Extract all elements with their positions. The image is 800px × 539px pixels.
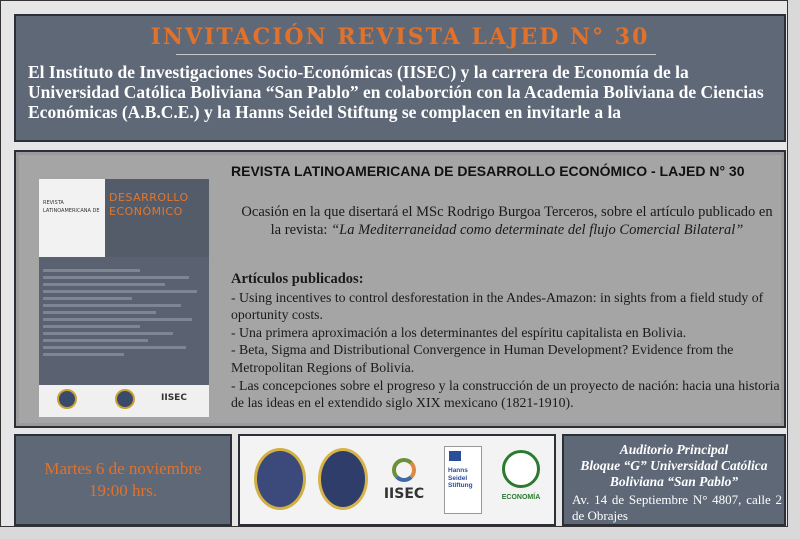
venue-address: Av. 14 de Septiembre N° 4807, calle 2 de Obrajes: [572, 492, 782, 523]
invitation-text: El Instituto de Investigaciones Socio-Económicas (IISEC) y la carrera de Economía de la Universidad Católica Boliviana “San Pablo” en colaborción con la Academia Boliviana de Ciencias Económicas (A.B.C.E.) y la Hanns Seidel Stiftung se complacen en invitarle a la: [28, 62, 764, 122]
lecture-description: [237, 203, 777, 239]
cover-revista-label: REVISTA LATINOAMERICANA DE: [43, 200, 100, 214]
hanns-logo-text: Hanns Seidel Stiftung: [448, 467, 473, 489]
venue-panel: [562, 434, 786, 526]
venue-name: [564, 442, 784, 490]
lecture-intro: Ocasión en la que disertará el MSc Rodrigo Burgoa Terceros, sobre el artículo publicado en la revista:: [241, 204, 773, 238]
iisec-logo: [374, 458, 434, 510]
article-item: - Using incentives to control desforestation in the Andes-Amazon: in sights from a field study of oportunity costs.: [231, 289, 764, 323]
article-item: - Una primera aproximación a los determinantes del espíritu capitalista en Bolivia.: [231, 324, 687, 340]
economia-logo-text: ECONOMÍA: [501, 494, 541, 501]
cover-contents: [43, 269, 205, 360]
economia-globe-icon: [502, 450, 540, 488]
journal-panel: [14, 150, 786, 428]
economia-logo: [496, 450, 546, 514]
article-item: - Beta, Sigma and Distributional Convergence in Human Development? Evidence from the Metropolitan Regions of Bolivia.: [231, 342, 734, 375]
iisec-ring-icon: [392, 458, 416, 482]
cover-title: DESARROLLO ECONÓMICO: [109, 191, 189, 218]
abce-seal-icon: [115, 389, 135, 409]
title-underline: [176, 54, 656, 55]
article-item: - Las concepciones sobre el progreso y la construcción de un proyecto de nación: hacia una historia de las ideas en el extendido siglo XIX mexicano (1821-1910).: [231, 377, 780, 411]
iisec-logo-text: IISEC: [383, 486, 425, 502]
ucb-seal-icon: [57, 389, 77, 409]
venue-line-2: Bloque “G” Universidad Católica Boliviana “San Pablo”: [580, 458, 768, 489]
event-time: 19:00 hrs.: [89, 481, 157, 500]
articles-heading: Artículos publicados:: [231, 271, 364, 287]
journal-title: REVISTA LATINOAMERICANA DE DESARROLLO ECONÓMICO - LAJED N° 30: [231, 163, 745, 179]
event-datetime: [16, 458, 230, 502]
abce-logo-icon: [318, 448, 368, 510]
ucb-logo-icon: [254, 448, 306, 510]
hanns-seidel-logo: [444, 446, 482, 514]
journal-panel-inner: [19, 155, 781, 423]
invitation-title: INVITACIÓN REVISTA LAJED N° 30: [150, 24, 650, 50]
cover-header-right: [105, 179, 209, 257]
venue-line-1: Auditorio Principal: [619, 442, 729, 457]
date-panel: [14, 434, 232, 526]
cover-footer: [39, 385, 209, 417]
event-date: Martes 6 de noviembre: [44, 459, 202, 478]
hanns-mark-icon: [449, 451, 461, 461]
cover-iisec-logo: IISEC: [161, 393, 187, 403]
journal-cover: [39, 179, 209, 417]
header-panel: [14, 14, 786, 142]
lecture-article-title: “La Mediterraneidad como determinate del flujo Comercial Bilateral”: [331, 222, 744, 238]
cover-header-left: [39, 179, 105, 257]
articles-list: [231, 271, 781, 412]
logos-panel: [238, 434, 556, 526]
